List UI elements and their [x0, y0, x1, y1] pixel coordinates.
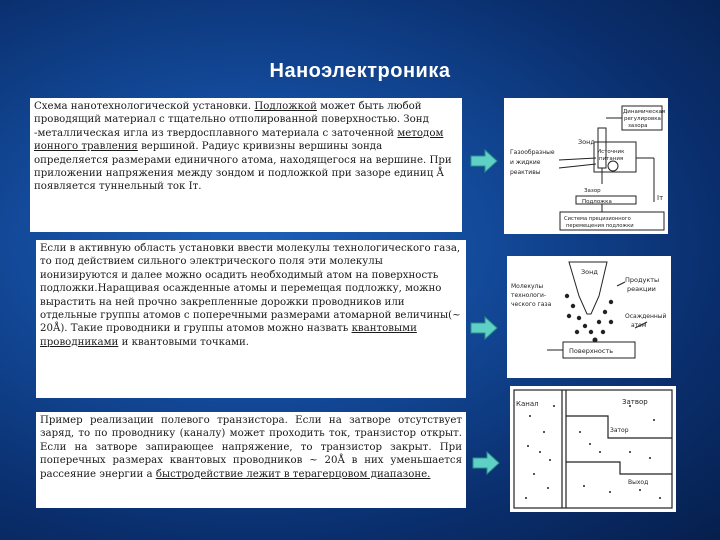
label-ctrl: Динамическая	[623, 109, 666, 115]
label-molecules: ческого газа	[511, 301, 552, 308]
label-channel: Канал	[516, 400, 539, 408]
text: и квантовыми точками.	[118, 336, 250, 348]
text: может быть любой проводящий материал с тщательно отполированной поверхностью. Зонд -металлическая игла из твердосплавного материала с заточенной	[34, 101, 429, 139]
label-output: Выход	[628, 479, 649, 486]
label-gas: и жидкие	[510, 159, 541, 166]
label-gap: Зазор	[584, 188, 601, 194]
figure-deposition	[507, 256, 671, 378]
label-source: Источник	[597, 149, 625, 155]
label-gas: Газообразные	[510, 149, 555, 156]
label-ctrl: регулировка	[624, 116, 661, 122]
label-products: Продукты	[625, 276, 660, 284]
text-block-gas-deposition	[36, 240, 466, 398]
label-system: Система прецизионного	[564, 216, 631, 222]
figure-probe-setup	[504, 98, 668, 234]
arrow-right-icon	[470, 148, 498, 174]
label-probe: Зонд	[578, 138, 595, 146]
text-block-probe-setup	[30, 98, 462, 232]
arrow-right-icon	[472, 450, 500, 476]
label-products: реакции	[627, 285, 656, 293]
link-quantum-wires[interactable]: квантовыми проводниками	[40, 323, 417, 348]
text: Пример реализации полевого транзистора. Если на затворе отсутствует заряд, то по проводнику (каналу) может проходить ток, транзистор открыт. Если на затворе запирающее напряжение, то транзистор закрыт. При поперечных размерах квантовых проводников ~ 20Å в них уменьшается рассеяние энергии а	[40, 415, 462, 480]
text: вершиной. Радиус кривизны вершины зонда определяется размерами единичного атома, находящегося на вершине. При приложении напряжения между зондом и подложкой при зазоре единиц Å появляется туннельный ток Iт.	[34, 141, 452, 193]
page-title: Наноэлектроника	[269, 60, 451, 82]
text: Если в активную область установки ввести молекулы технологического газа, то под действием сильного электрического поля эти молекулы ионизируются и далее можно осадить необходимый атом на поверхность подложки.Наращивая осажденные атомы и перемещая подложку, можно вырастить на ней прочно закрепленные дорожки проводников или отдельные группы атомов с поперечными размерами атомарной величины(~ 20Å). Такие проводники и группы атомов можно назвать	[40, 243, 461, 335]
label-ctrl: зазора	[628, 123, 648, 129]
label-gate: Затвор	[622, 398, 648, 406]
label-deposited: Осажденный	[625, 313, 667, 320]
figure-transistor	[510, 386, 676, 512]
link-substrate[interactable]: Подложкой	[254, 101, 317, 112]
label-surface: Поверхность	[569, 347, 614, 355]
label-molecules: Молекулы	[511, 283, 544, 290]
label-current: Iт	[657, 194, 664, 202]
label-substrate: Подложка	[582, 199, 612, 205]
text: Схема нанотехнологической установки.	[34, 101, 255, 112]
link-terahertz[interactable]: быстродействие лежит в терагерцовом диапазоне.	[155, 468, 431, 480]
arrow-right-icon	[470, 315, 498, 341]
label-gas: реактивы	[510, 169, 541, 176]
label-molecules: технологи-	[511, 292, 547, 299]
label-system: перемещения подложки	[566, 223, 634, 229]
label-source: питания	[599, 156, 624, 162]
link-ion-etching[interactable]: методом ионного травления	[34, 127, 444, 153]
text-block-transistor	[36, 412, 466, 508]
label-gate-2: Затор	[610, 427, 629, 434]
label-deposited: атом	[631, 322, 647, 329]
label-probe: Зонд	[581, 268, 598, 276]
